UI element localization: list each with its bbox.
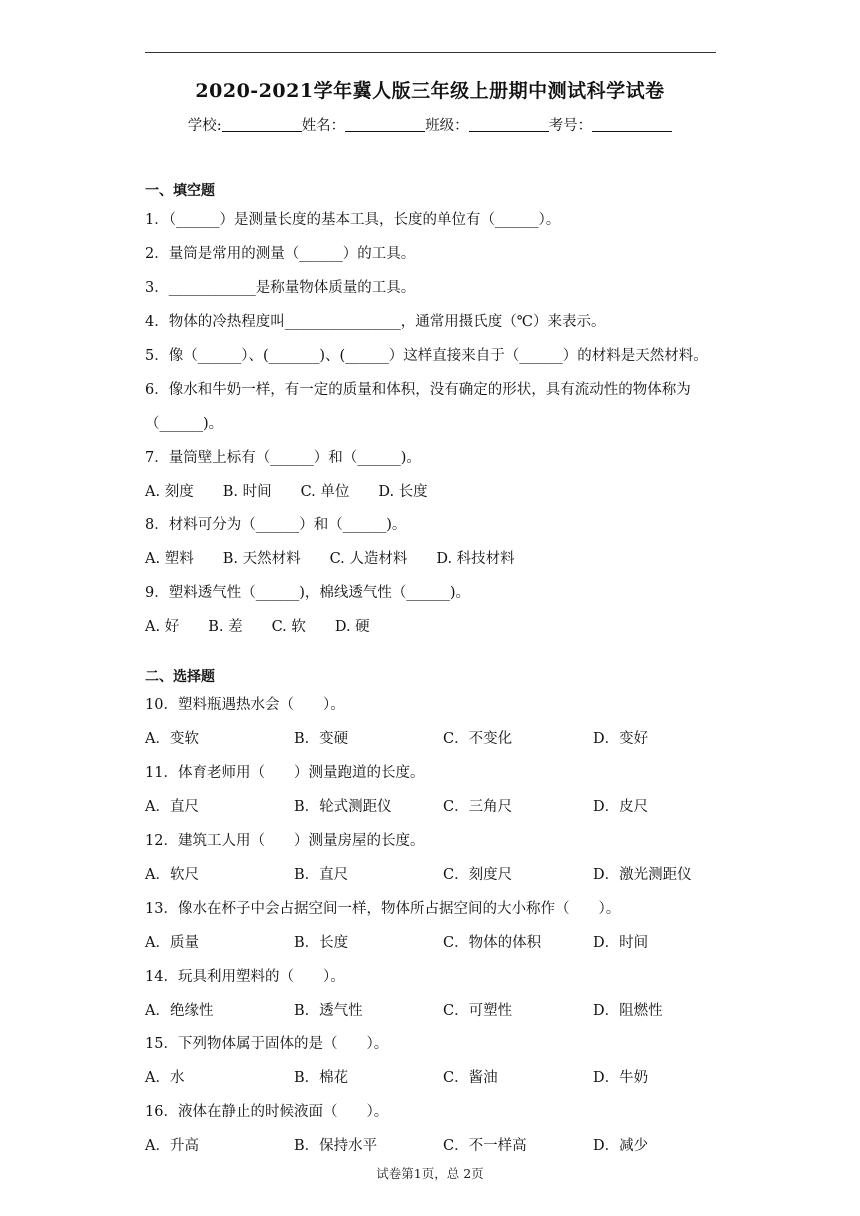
option-d: D．变好 (593, 731, 649, 747)
option-a: A．水 (145, 1070, 185, 1086)
question-stem: 12．建筑工人用（ ）测量房屋的长度。 (145, 833, 425, 849)
option-c: C．三角尺 (443, 799, 513, 815)
option-d: D．牛奶 (593, 1070, 649, 1086)
school-label: 学校: (187, 118, 222, 134)
option-c: C．刻度尺 (443, 867, 513, 883)
question-line: 2．量筒是常用的测量（______）的工具。 (145, 246, 416, 262)
option-line: A. 塑料 B. 天然材料 C. 人造材料 D. 科技材料 (145, 551, 515, 567)
option-b: B．轮式测距仪 (294, 799, 392, 815)
question-line: 4．物体的冷热程度叫________________，通常用摄氏度（℃）来表示。 (145, 314, 606, 330)
question-line-continued: （______)。 (145, 416, 224, 432)
option-b: B．直尺 (294, 867, 349, 883)
option-a: A．直尺 (145, 799, 199, 815)
option-c: C．物体的体积 (443, 935, 542, 951)
option-c: C．不一样高 (443, 1138, 527, 1154)
question-line: 9．塑料透气性（______)，棉线透气性（______)。 (145, 585, 471, 601)
option-d: D．减少 (593, 1138, 649, 1154)
option-d: D．皮尺 (593, 799, 649, 815)
option-d: D．阻燃性 (593, 1003, 663, 1019)
option-c: C．酱油 (443, 1070, 498, 1086)
header-rule (145, 52, 716, 53)
option-a: A．软尺 (145, 867, 199, 883)
option-b: B．保持水平 (294, 1138, 378, 1154)
option-a: A．质量 (145, 935, 199, 951)
question-stem: 14．玩具利用塑料的（ ）。 (145, 969, 345, 985)
option-b: B．透气性 (294, 1003, 363, 1019)
option-a: A．绝缘性 (145, 1003, 214, 1019)
option-c: C．不变化 (443, 731, 513, 747)
question-stem: 11．体育老师用（ ）测量跑道的长度。 (145, 765, 425, 781)
option-line: A. 好 B. 差 C. 软 D. 硬 (145, 619, 370, 635)
question-stem: 16．液体在静止的时候液面（ ）。 (145, 1104, 389, 1120)
question-stem: 10．塑料瓶遇热水会（ ）。 (145, 697, 345, 713)
option-a: A．变软 (145, 731, 199, 747)
option-b: B．变硬 (294, 731, 349, 747)
exam-number-blank (592, 117, 672, 132)
question-line: 8．材料可分为（______）和（______)。 (145, 517, 407, 533)
question-stem: 15．下列物体属于固体的是（ ）。 (145, 1036, 389, 1052)
option-d: D．时间 (593, 935, 649, 951)
option-b: B．长度 (294, 935, 349, 951)
student-info (0, 114, 860, 135)
question-line: 7．量筒壁上标有（______）和（______)。 (145, 450, 421, 466)
school-blank (222, 117, 302, 132)
question-stem: 13．像水在杯子中会占据空间一样，物体所占据空间的大小称作（ ）。 (145, 901, 621, 917)
section-choice-title: 二、选择题 (145, 669, 215, 685)
option-c: C．可塑性 (443, 1003, 513, 1019)
question-line: 6．像水和牛奶一样，有一定的质量和体积，没有确定的形状，具有流动性的物体称为 (145, 382, 691, 398)
question-line: 5．像（______）、(_______)、(______）这样直接来自于（______）的材料是天然材料。 (145, 348, 708, 364)
name-blank (345, 117, 425, 132)
page-footer: 试卷第1页，总 2页 (376, 1166, 484, 1181)
option-line: A. 刻度 B. 时间 C. 单位 D. 长度 (145, 484, 428, 500)
section-fill-in-title: 一、填空题 (145, 183, 215, 199)
question-line: 1．（______）是测量长度的基本工具，长度的单位有（______）。 (145, 212, 561, 228)
name-label: 姓名： (301, 118, 346, 134)
option-a: A．升高 (145, 1138, 199, 1154)
class-label: 班级： (425, 118, 469, 134)
class-blank (469, 117, 549, 132)
question-line: 3．____________是称量物体质量的工具。 (145, 280, 416, 296)
option-d: D．激光测距仪 (593, 867, 692, 883)
page-title: 2020-2021学年冀人版三年级上册期中测试科学试卷 (195, 80, 665, 102)
option-b: B．棉花 (294, 1070, 349, 1086)
exam-number-label: 考号： (548, 118, 593, 134)
